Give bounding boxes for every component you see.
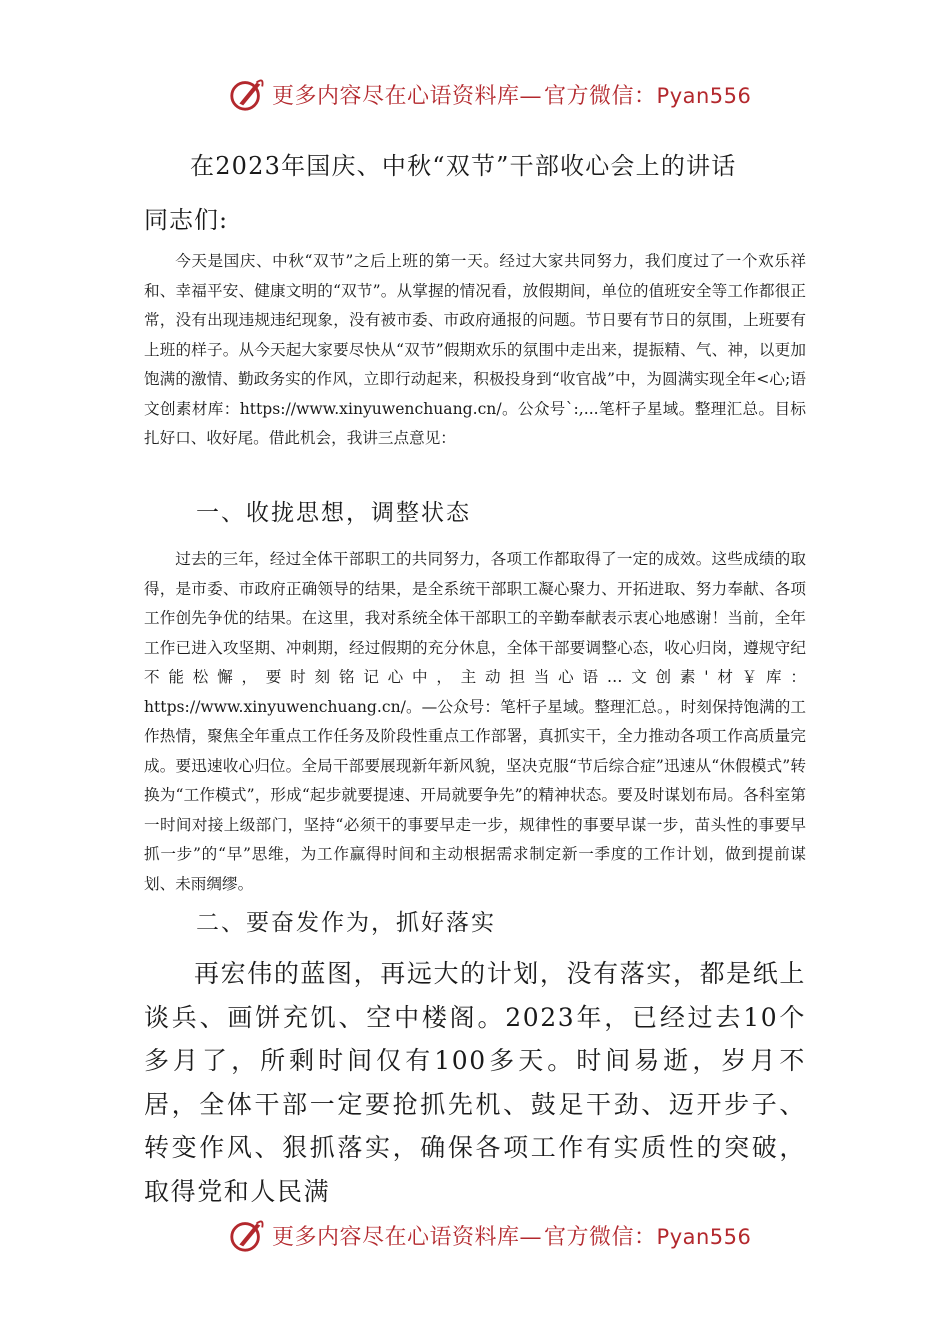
section-heading-2: 二、要奋发作为，抓好落实 <box>196 910 496 936</box>
watermark-dash: — <box>519 1224 543 1250</box>
watermark-site: 更多内容尽在心语资料库 <box>272 1224 520 1250</box>
watermark-dash: — <box>519 83 543 109</box>
section-heading-1: 一、收拢思想，调整状态 <box>196 500 471 526</box>
watermark-wechat-id: Pyan556 <box>656 1224 752 1249</box>
paragraph-3: 再宏伟的蓝图，再远大的计划，没有落实，都是纸上谈兵、画饼充饥、空中楼阁。2023年，已经过去10个多月了，所剩时间仅有100多天。时间易逝，岁月不居，全体干部一定要抢抓先机、鼓足干劲、迈开步子、转变作风、狠抓落实，确保各项工作有实质性的突破，取得党和人民满 <box>144 959 806 1206</box>
quill-logo-icon <box>228 1216 266 1254</box>
watermark-wechat-id: Pyan556 <box>656 83 752 108</box>
watermark-banner-bottom <box>228 1213 751 1257</box>
watermark-wechat-label: 官方微信： <box>544 1224 657 1250</box>
watermark-text <box>272 1220 751 1251</box>
watermark-banner-top <box>228 72 751 116</box>
watermark-site: 更多内容尽在心语资料库 <box>272 83 520 109</box>
watermark-wechat-label: 官方微信： <box>544 83 657 109</box>
paragraph-1: 今天是国庆、中秋“双节”之后上班的第一天。经过大家共同努力，我们度过了一个欢乐祥和、幸福平安、健康文明的“双节”。从掌握的情况看，放假期间，单位的值班安全等工作都很正常，没有出现违规违纪现象，没有被市委、市政府通报的问题。节日要有节日的氛围，上班要有上班的样子。从今天起大家要尽快从“双节”假期欢乐的氛围中走出来，提振精、气、神，以更加饱满的激情、勤政务实的作风，立即行动起来，积极投身到“收官战”中，为圆满实现全年<心;语文创素材库：https://www.xinyuwenchuang.cn/。公众号`:,...笔杆子星域。整理汇总。目标扎好口、收好尾。借此机会，我讲三点意见： <box>144 252 806 447</box>
quill-logo-icon <box>228 75 266 113</box>
watermark-text <box>272 79 751 110</box>
greeting: 同志们: <box>144 206 229 234</box>
paragraph-2: 过去的三年，经过全体干部职工的共同努力，各项工作都取得了一定的成效。这些成绩的取得，是市委、市政府正确领导的结果，是全系统干部职工凝心聚力、开拓进取、努力奉献、各项工作创先争优的结果。在这里，我对系统全体干部职工的辛勤奉献表示衷心地感谢！当前，全年工作已进入攻坚期、冲刺期，经过假期的充分休息，全体干部要调整心态，收心归岗，遵规守纪不能松懈，要时刻铭记心中，主动担当心语…文创素'材￥库：https://www.xinyuwenchuang.cn/。—公众号：笔杆子星域。整理汇总。，时刻保持饱满的工作热情，聚焦全年重点工作任务及阶段性重点工作部署，真抓实干，全力推动各项工作高质量完成。要迅速收心归位。全局干部要展现新年新风貌，坚决克服“节后综合症”迅速从“休假模式”转换为“工作模式”，形成“起步就要提速、开局就要争先”的精神状态。要及时谋划布局。各科室第一时间对接上级部门，坚持“必须干的事要早走一步，规律性的事要早谋一步，苗头性的事要早抓一步”的“早”思维，为工作赢得时间和主动根据需求制定新一季度的工作计划，做到提前谋划、未雨绸缪。 <box>144 550 806 893</box>
document-title: 在2023年国庆、中秋“双节”干部收心会上的讲话 <box>190 152 737 180</box>
